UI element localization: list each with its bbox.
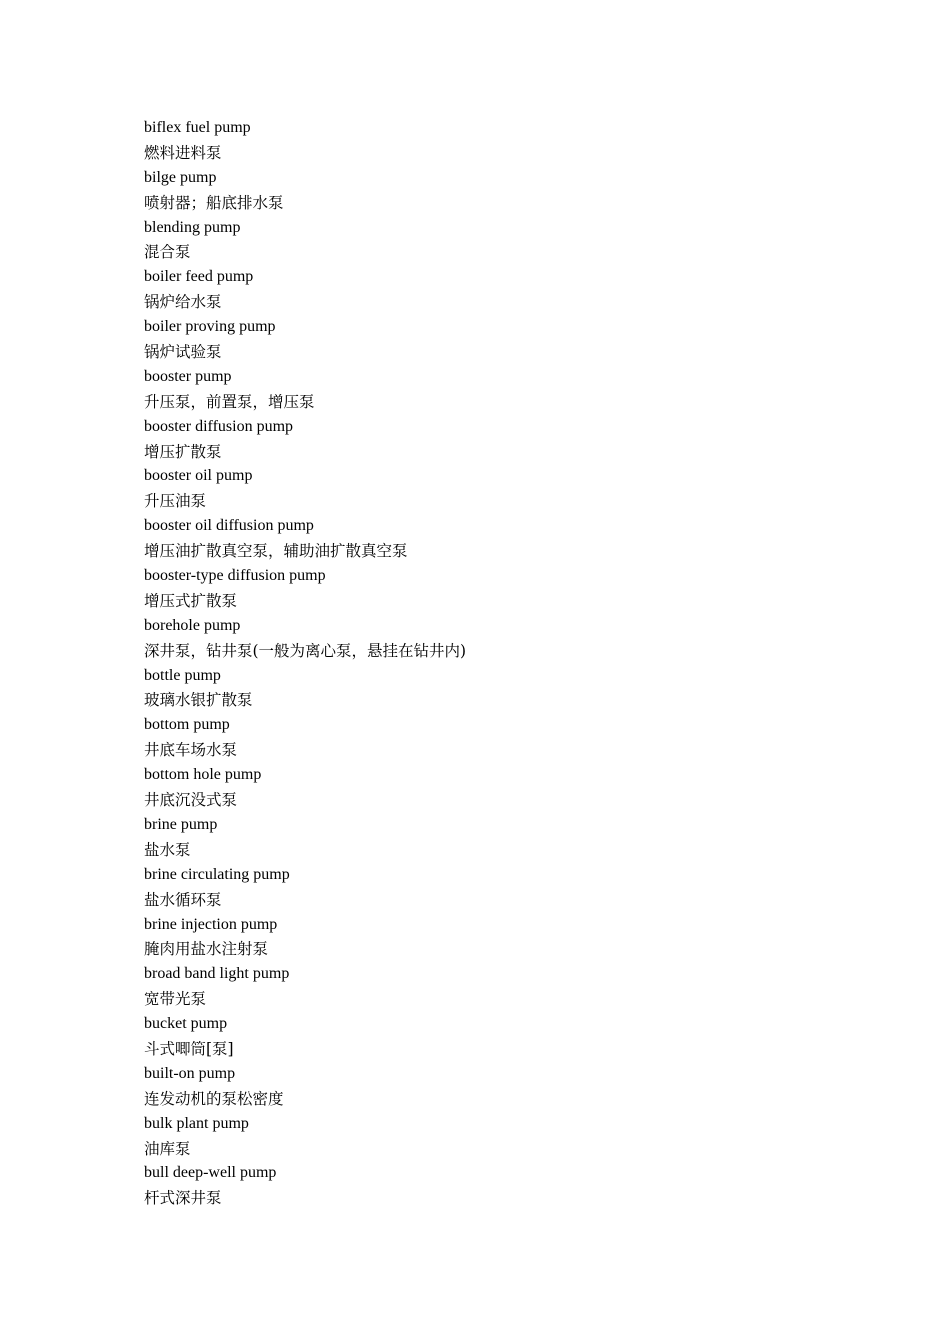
- entry-term: bottom hole pump: [144, 766, 262, 784]
- entry-translation: 锅炉试验泵: [144, 343, 222, 362]
- entry-term: brine circulating pump: [144, 865, 290, 883]
- entry-term: borehole pump: [144, 616, 241, 634]
- entry-term: booster oil diffusion pump: [144, 517, 314, 535]
- entry-translation: 油库泵: [144, 1139, 191, 1158]
- glossary-entry: [144, 1112, 844, 1162]
- entry-term: booster oil pump: [144, 467, 253, 485]
- glossary-entry: [144, 365, 844, 415]
- entry-term: bottom pump: [144, 716, 230, 734]
- entry-translation: 盐水泵: [144, 840, 191, 859]
- entry-term: boiler proving pump: [144, 318, 276, 336]
- entry-term: bulk plant pump: [144, 1114, 249, 1132]
- glossary-entry: [144, 265, 844, 315]
- glossary-entry: [144, 116, 844, 166]
- entry-translation: 宽带光泵: [144, 990, 207, 1009]
- glossary-entry: [144, 564, 844, 614]
- entry-term: booster-type diffusion pump: [144, 567, 326, 585]
- entry-translation: 增压式扩散泵: [144, 591, 238, 610]
- glossary-entry: [144, 166, 844, 216]
- entry-translation: 斗式唧筒[泵]: [144, 1039, 234, 1058]
- glossary-entry: [144, 962, 844, 1012]
- entry-term: built-on pump: [144, 1064, 236, 1082]
- entry-term: booster diffusion pump: [144, 417, 294, 435]
- entry-translation: 深井泵，钻井泵(一般为离心泵，悬挂在钻井内): [144, 641, 467, 660]
- glossary-entry: [144, 1161, 844, 1211]
- glossary-list: [144, 116, 844, 1211]
- entry-translation: 燃料进料泵: [144, 143, 222, 162]
- glossary-entry: [144, 713, 844, 763]
- glossary-entry: [144, 464, 844, 514]
- entry-translation: 混合泵: [144, 243, 191, 262]
- entry-translation: 增压扩散泵: [144, 442, 222, 461]
- entry-term: brine injection pump: [144, 915, 278, 933]
- glossary-entry: [144, 315, 844, 365]
- entry-translation: 井底车场水泵: [144, 741, 238, 760]
- entry-translation: 杆式深井泵: [144, 1189, 222, 1208]
- glossary-entry: [144, 813, 844, 863]
- glossary-entry: [144, 1012, 844, 1062]
- entry-translation: 喷射器；船底排水泵: [144, 193, 284, 212]
- entry-translation: 升压泵，前置泵，增压泵: [144, 392, 315, 411]
- entry-term: brine pump: [144, 815, 218, 833]
- entry-translation: 连发动机的泵松密度: [144, 1089, 284, 1108]
- entry-translation: 增压油扩散真空泵，辅助油扩散真空泵: [144, 542, 408, 561]
- glossary-entry: [144, 664, 844, 714]
- entry-term: broad band light pump: [144, 965, 290, 983]
- glossary-entry: [144, 216, 844, 266]
- entry-term: booster pump: [144, 367, 232, 385]
- entry-term: boiler feed pump: [144, 268, 254, 286]
- entry-term: bucket pump: [144, 1015, 228, 1033]
- glossary-entry: [144, 863, 844, 913]
- entry-translation: 玻璃水银扩散泵: [144, 691, 253, 710]
- entry-translation: 锅炉给水泵: [144, 293, 222, 312]
- glossary-entry: [144, 1062, 844, 1112]
- glossary-entry: [144, 913, 844, 963]
- entry-translation: 腌肉用盐水注射泵: [144, 940, 269, 959]
- entry-translation: 井底沉没式泵: [144, 791, 238, 810]
- entry-translation: 升压油泵: [144, 492, 207, 511]
- entry-term: biflex fuel pump: [144, 119, 251, 136]
- glossary-entry: [144, 614, 844, 664]
- entry-term: blending pump: [144, 218, 241, 236]
- glossary-entry: [144, 514, 844, 564]
- glossary-entry: [144, 415, 844, 465]
- entry-term: bilge pump: [144, 168, 217, 186]
- entry-term: bull deep-well pump: [144, 1164, 277, 1182]
- entry-translation: 盐水循环泵: [144, 890, 222, 909]
- glossary-entry: [144, 763, 844, 813]
- entry-term: bottle pump: [144, 666, 221, 684]
